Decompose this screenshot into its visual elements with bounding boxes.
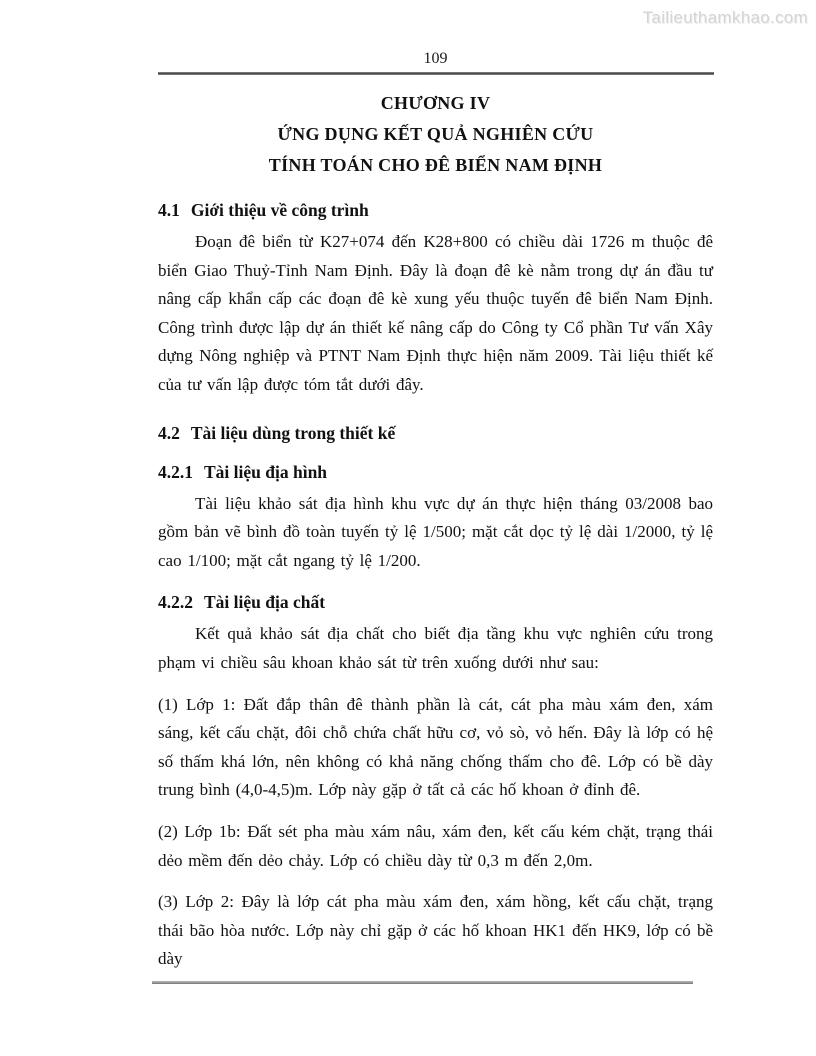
- footer-rule: [152, 981, 693, 984]
- section-title: Tài liệu địa chất: [204, 592, 326, 613]
- section-heading-4-1: [158, 198, 713, 222]
- section-heading-4-2-2: [158, 590, 713, 614]
- section-number: 4.2: [158, 422, 180, 443]
- section-number: 4.2.1: [158, 461, 193, 482]
- paragraph-4-2-1: Tài liệu khảo sát địa hình khu vực dự án thực hiện tháng 03/2008 bao gồm bản vẽ bình đồ toàn tuyến tỷ lệ 1/500; mặt cắt dọc tỷ lệ dài 1/2000, tỷ lệ cao 1/100; mặt cắt ngang tỷ lệ 1/200.: [158, 493, 713, 570]
- section-title: Tài liệu dùng trong thiết kế: [190, 422, 396, 443]
- watermark: Tailieuthamkhao.com: [642, 8, 808, 27]
- section-heading-4-2-1: [158, 460, 713, 484]
- section-heading-4-2: [158, 421, 713, 445]
- chapter-title-line-3: TÍNH TOÁN CHO ĐÊ BIỂN NAM ĐỊNH: [268, 155, 603, 175]
- section-number: 4.1: [158, 200, 180, 220]
- header-rule: [158, 72, 714, 75]
- soil-layer-item-2: (2) Lớp 1b: Đất sét pha màu xám nâu, xám đen, kết cấu kém chặt, trạng thái dẻo mềm đến dẻo chảy. Lớp có chiều dày từ 0,3 m đến 2,0m.: [158, 821, 713, 870]
- paragraph-4-1: Đoạn đê biển từ K27+074 đến K28+800 có chiều dài 1726 m thuộc đê biển Giao Thuỷ-Tỉnh Nam Định. Đây là đoạn đê kè nằm trong dự án đầu tư nâng cấp khẩn cấp các đoạn đê kè xung yếu thuộc tuyến đê biển Nam Định. Công trình được lập dự án thiết kế nâng cấp do Công ty Cổ phần Tư vấn Xây dựng Nông nghiệp và PTNT Nam Định thực hiện năm 2009. Tài liệu thiết kế của tư vấn lập được tóm tắt dưới đây.: [158, 232, 713, 394]
- page-content: [158, 88, 713, 974]
- soil-layer-item-3: (3) Lớp 2: Đây là lớp cát pha màu xám đen, xám hồng, kết cấu chặt, trạng thái bão hòa nước. Lớp này chỉ gặp ở các hố khoan HK1 đến HK9, lớp có bề dày: [158, 892, 713, 969]
- soil-layer-item-1: (1) Lớp 1: Đất đắp thân đê thành phần là cát, cát pha màu xám đen, xám sáng, kết cấu chặt, đôi chỗ chứa chất hữu cơ, vỏ sò, vỏ hến. Đây là lớp có hệ số thấm khá lớn, nên không có khả năng chống thấm cho đê. Lớp có bề dày trung bình (4,0-4,5)m. Lớp này gặp ở tất cả các hố khoan ở đỉnh đê.: [158, 694, 713, 800]
- section-title: Giới thiệu về công trình: [190, 200, 369, 220]
- section-number: 4.2.2: [158, 592, 193, 613]
- paragraph-4-2-2-intro: Kết quả khảo sát địa chất cho biết địa tầng khu vực nghiên cứu trong phạm vi chiều sâu khoan khảo sát từ trên xuống dưới như sau:: [158, 624, 713, 672]
- chapter-title-line-1: CHƯƠNG IV: [380, 93, 491, 113]
- chapter-title-line-2: ỨNG DỤNG KẾT QUẢ NGHIÊN CỨU: [277, 124, 594, 144]
- section-title: Tài liệu địa hình: [204, 461, 328, 482]
- page-number: 109: [423, 50, 448, 67]
